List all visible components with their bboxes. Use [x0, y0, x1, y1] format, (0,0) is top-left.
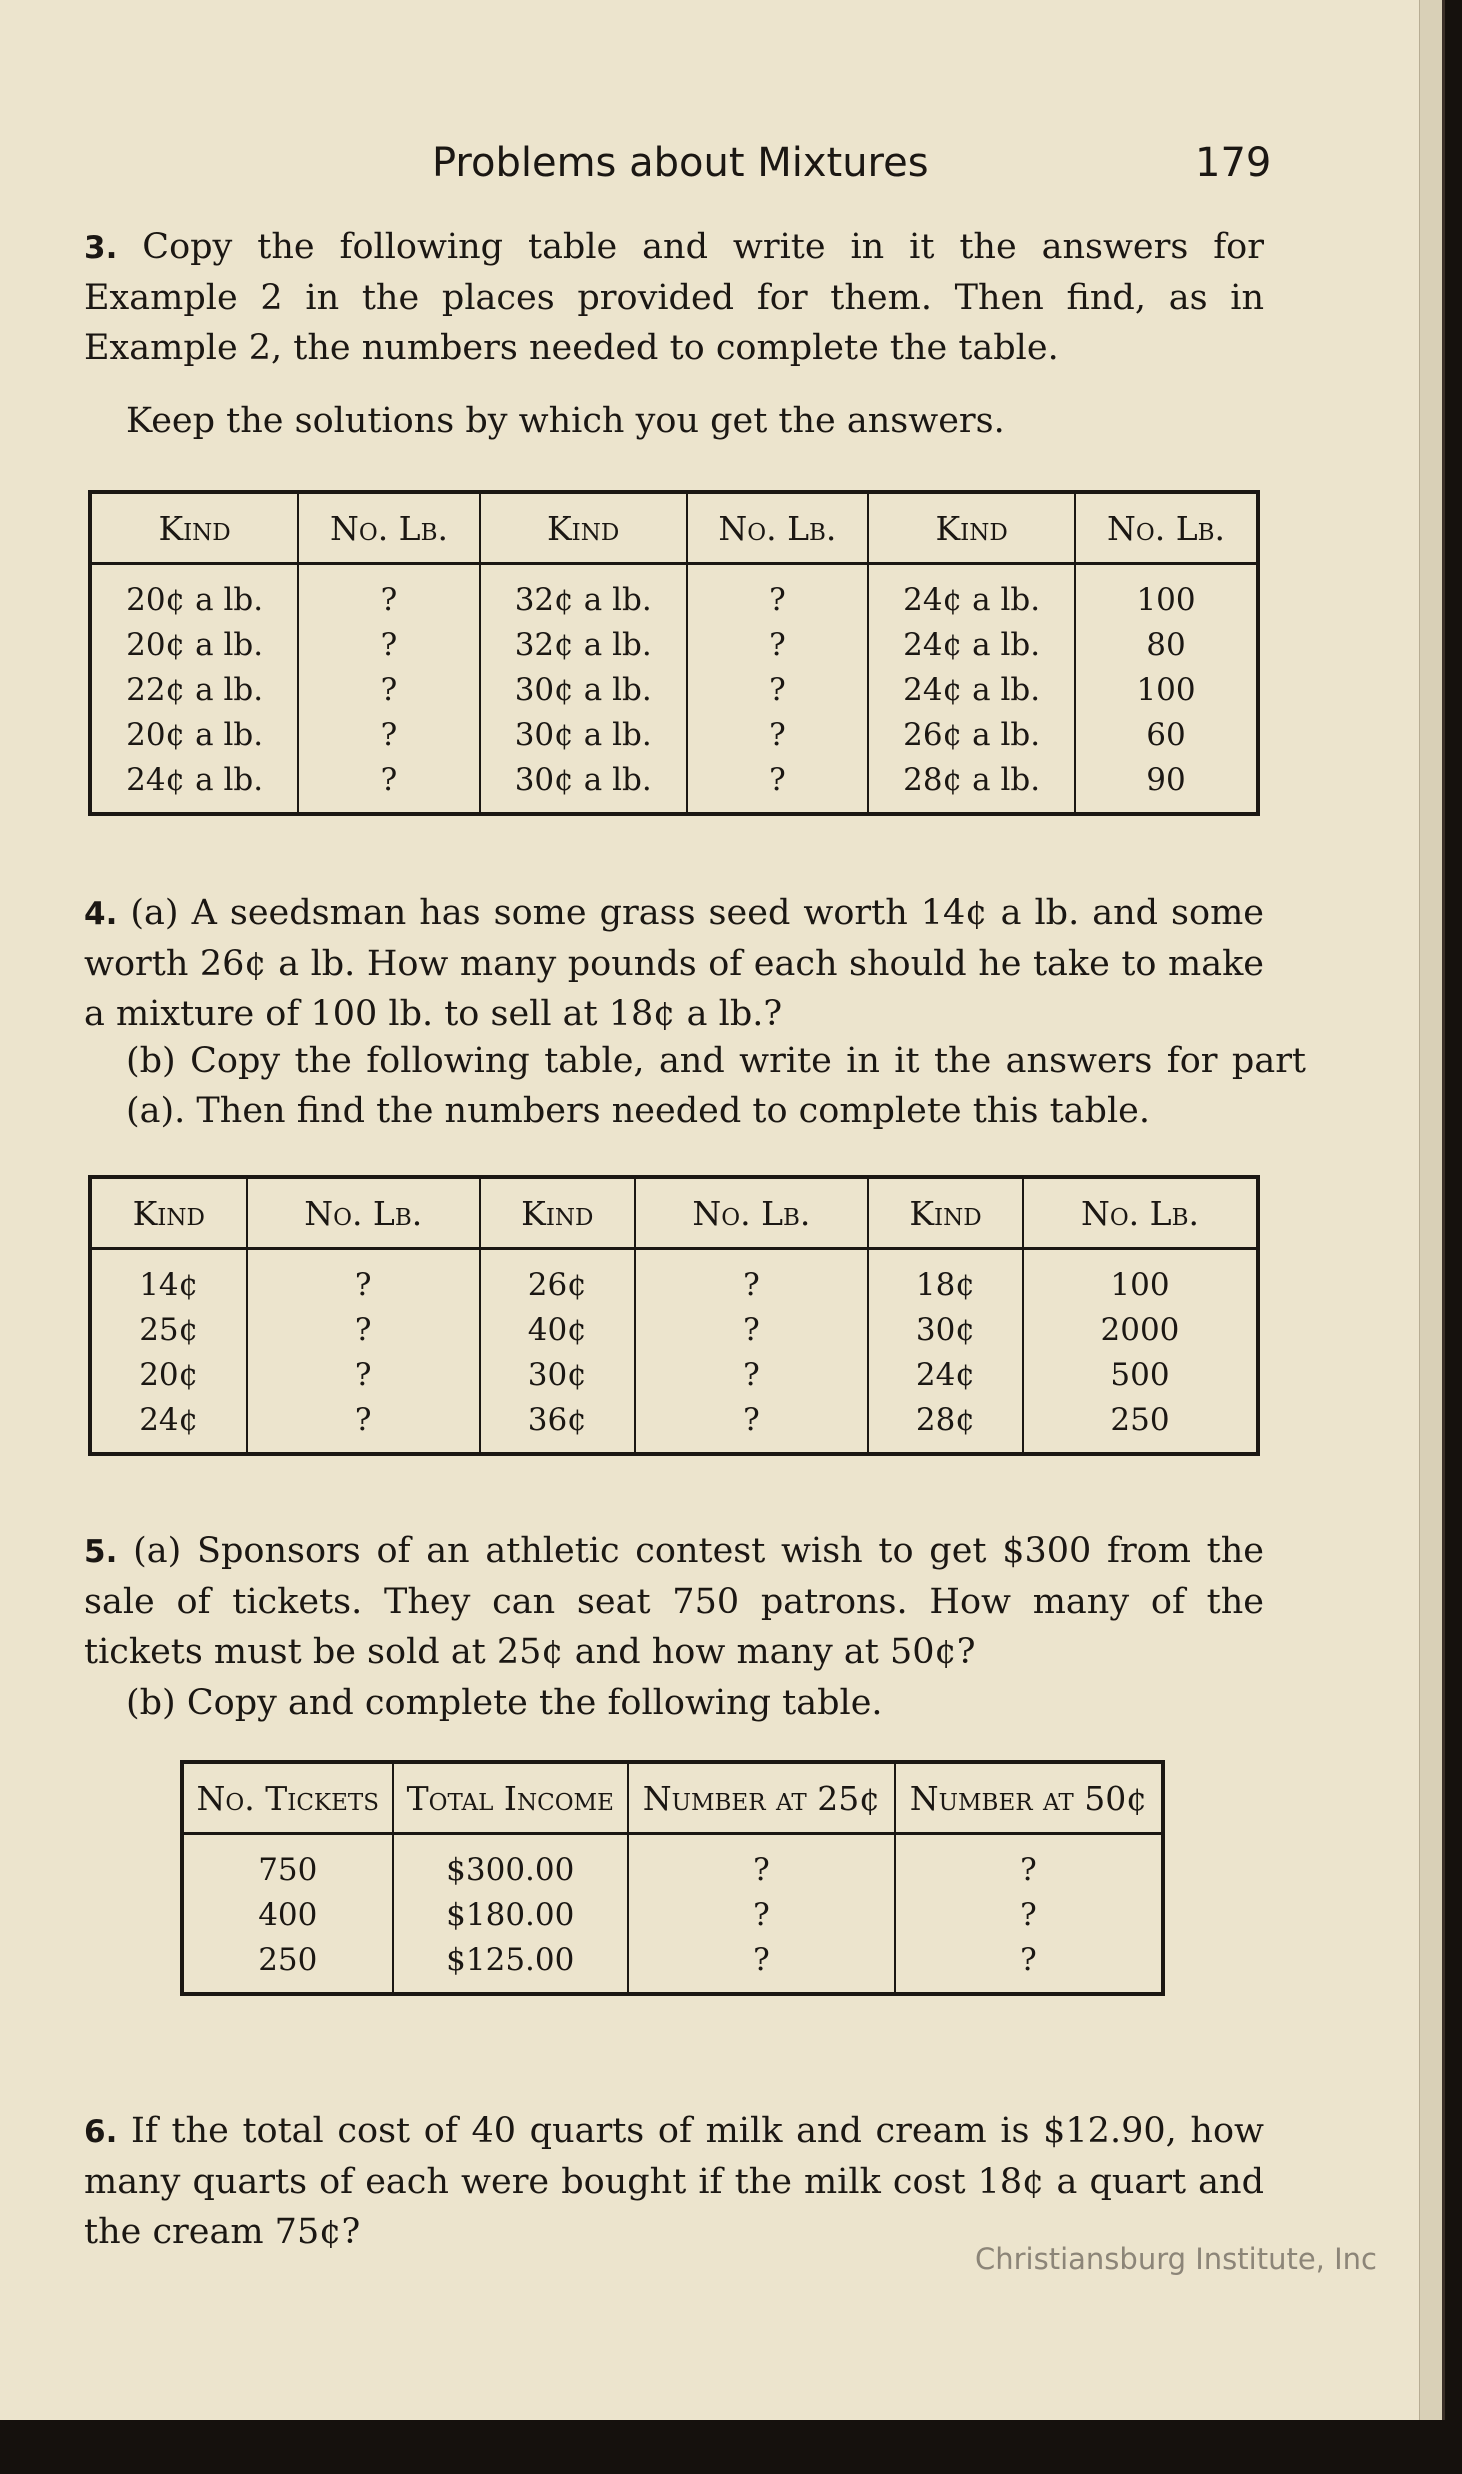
table-row	[90, 1352, 1258, 1397]
table-cell: ?	[298, 712, 480, 757]
table-row	[90, 622, 1258, 667]
table-row	[90, 712, 1258, 757]
table-cell: 90	[1146, 761, 1186, 798]
table-cell: 28¢ a lb.	[868, 757, 1075, 814]
table-cell: ?	[687, 622, 869, 667]
table-cell: ?	[247, 1307, 480, 1352]
column-header: Kind	[480, 1177, 635, 1249]
problem-6-body: If the total cost of 40 quarts of milk and cream is $12.90, how many quarts of each were bought if the milk cost 18¢ a quart and the cream 75¢?	[84, 2111, 1264, 2252]
table-cell: 250	[1110, 1401, 1170, 1438]
table-cell: 80	[1146, 626, 1186, 663]
problem-5-table	[180, 1760, 1165, 1996]
table-header-row	[182, 1762, 1163, 1834]
table-cell: 24¢ a lb.	[90, 757, 298, 814]
problem-3-number: 3.	[84, 230, 118, 266]
table-cell: ?	[687, 712, 869, 757]
table-row	[90, 1249, 1258, 1308]
table-cell: 100	[1110, 1266, 1170, 1303]
problem-4-table	[88, 1175, 1260, 1456]
column-header: Kind	[480, 492, 687, 564]
table-cell: ?	[635, 1397, 868, 1454]
problem-4-part-a	[84, 888, 1264, 1039]
table-cell: 60	[1146, 716, 1186, 753]
table-cell: 22¢ a lb.	[90, 667, 298, 712]
problem-4-part-b: (b) Copy the following table, and write in it the answers for part (a). Then find the numbers needed to complete this table.	[126, 1041, 1306, 1131]
column-header: No. Lb.	[1075, 492, 1258, 564]
table-cell: 32¢ a lb.	[480, 564, 687, 623]
table-cell: ?	[628, 1834, 895, 1893]
column-header: No. Lb.	[247, 1177, 480, 1249]
table-cell: 36¢	[480, 1397, 635, 1454]
problem-5-number: 5.	[84, 1534, 118, 1570]
problem-5-part-a	[84, 1526, 1264, 1677]
table-cell: 250	[182, 1937, 393, 1994]
table-cell: 32¢ a lb.	[480, 622, 687, 667]
column-header: Kind	[90, 492, 298, 564]
table-cell: ?	[298, 622, 480, 667]
table-cell: 24¢	[90, 1397, 247, 1454]
table-cell: 2000	[1100, 1311, 1180, 1348]
table-cell: ?	[687, 564, 869, 623]
table-row	[90, 1307, 1258, 1352]
table-cell: $125.00	[393, 1937, 628, 1994]
problem-5-part-a-text: (a) Sponsors of an athletic contest wish to get $300 from the sale of tickets. They can seat 750 patrons. How many of the tickets must be sold at 25¢ and how many at 50¢?	[84, 1531, 1264, 1672]
table-cell: 100	[1136, 581, 1196, 618]
table-cell: 24¢	[868, 1352, 1023, 1397]
table-row	[182, 1892, 1163, 1937]
problem-4-part-a-text: (a) A seedsman has some grass seed worth 14¢ a lb. and some worth 26¢ a lb. How many pounds of each should he take to make a mixture of 100 lb. to sell at 18¢ a lb.?	[84, 893, 1264, 1034]
table-cell: 26¢ a lb.	[868, 712, 1075, 757]
problem-3-followup: Keep the solutions by which you get the answers.	[126, 401, 1005, 441]
table-row	[90, 667, 1258, 712]
table-cell: $300.00	[393, 1834, 628, 1893]
table-cell: ?	[628, 1892, 895, 1937]
table-cell: 30¢	[480, 1352, 635, 1397]
problem-4-number: 4.	[84, 896, 118, 932]
table-cell: ?	[1020, 1896, 1037, 1933]
table-row	[90, 1397, 1258, 1454]
table-cell: 25¢	[90, 1307, 247, 1352]
table-cell: 24¢ a lb.	[868, 667, 1075, 712]
table-cell: 28¢	[868, 1397, 1023, 1454]
table-cell: ?	[635, 1249, 868, 1308]
table-cell: ?	[247, 1249, 480, 1308]
column-header: No. Lb.	[298, 492, 480, 564]
page-edge	[1419, 0, 1442, 2420]
table-row	[90, 757, 1258, 814]
table-cell: ?	[687, 757, 869, 814]
problem-6-number: 6.	[84, 2114, 118, 2150]
problem-5-part-b: (b) Copy and complete the following table.	[126, 1683, 883, 1723]
table-cell: 26¢	[480, 1249, 635, 1308]
table-cell: 500	[1110, 1356, 1170, 1393]
table-cell: ?	[298, 564, 480, 623]
problem-3-body: Copy the following table and write in it the answers for Example 2 in the places provided for them. Then find, as in Example 2, the numbers needed to complete the table.	[84, 227, 1264, 368]
page-number: 179	[1195, 140, 1272, 186]
table-header-row	[90, 1177, 1258, 1249]
table-cell: ?	[247, 1397, 480, 1454]
table-cell: ?	[635, 1307, 868, 1352]
column-header: Kind	[868, 492, 1075, 564]
table-cell: 20¢ a lb.	[90, 712, 298, 757]
page-header	[0, 140, 1442, 200]
table-cell: 30¢ a lb.	[480, 757, 687, 814]
table-cell: 24¢ a lb.	[868, 622, 1075, 667]
table-header-row	[90, 492, 1258, 564]
table-cell: 30¢ a lb.	[480, 712, 687, 757]
problem-3-text	[84, 222, 1264, 373]
table-cell: ?	[1020, 1851, 1037, 1888]
chapter-title: Problems about Mixtures	[432, 140, 929, 186]
table-cell: 14¢	[90, 1249, 247, 1308]
table-cell: 20¢ a lb.	[90, 622, 298, 667]
table-cell: ?	[635, 1352, 868, 1397]
column-header: Number at 25¢	[628, 1762, 895, 1834]
table-cell: 20¢	[90, 1352, 247, 1397]
table-cell: ?	[687, 667, 869, 712]
problem-6-text	[84, 2106, 1264, 2257]
table-cell: 24¢ a lb.	[868, 564, 1075, 623]
column-header: Kind	[90, 1177, 247, 1249]
table-cell: ?	[247, 1352, 480, 1397]
table-row	[90, 564, 1258, 623]
column-header: Total Income	[393, 1762, 628, 1834]
table-cell: 30¢ a lb.	[480, 667, 687, 712]
column-header: Number at 50¢	[895, 1762, 1163, 1834]
column-header: No. Lb.	[1023, 1177, 1258, 1249]
table-cell: 20¢ a lb.	[90, 564, 298, 623]
watermark-text: Christiansburg Institute, Inc	[975, 2242, 1377, 2276]
table-cell: ?	[298, 667, 480, 712]
table-cell: 750	[182, 1834, 393, 1893]
table-cell: 30¢	[868, 1307, 1023, 1352]
column-header: No. Tickets	[182, 1762, 393, 1834]
table-cell: 18¢	[868, 1249, 1023, 1308]
table-row	[182, 1834, 1163, 1893]
table-cell: 400	[182, 1892, 393, 1937]
column-header: Kind	[868, 1177, 1023, 1249]
column-header: No. Lb.	[635, 1177, 868, 1249]
table-cell: 100	[1136, 671, 1196, 708]
table-cell: $180.00	[393, 1892, 628, 1937]
table-cell: ?	[1020, 1941, 1037, 1978]
problem-3-table	[88, 490, 1260, 816]
table-row	[182, 1937, 1163, 1994]
table-cell: 40¢	[480, 1307, 635, 1352]
column-header: No. Lb.	[687, 492, 869, 564]
table-cell: ?	[298, 757, 480, 814]
table-cell: ?	[628, 1937, 895, 1994]
